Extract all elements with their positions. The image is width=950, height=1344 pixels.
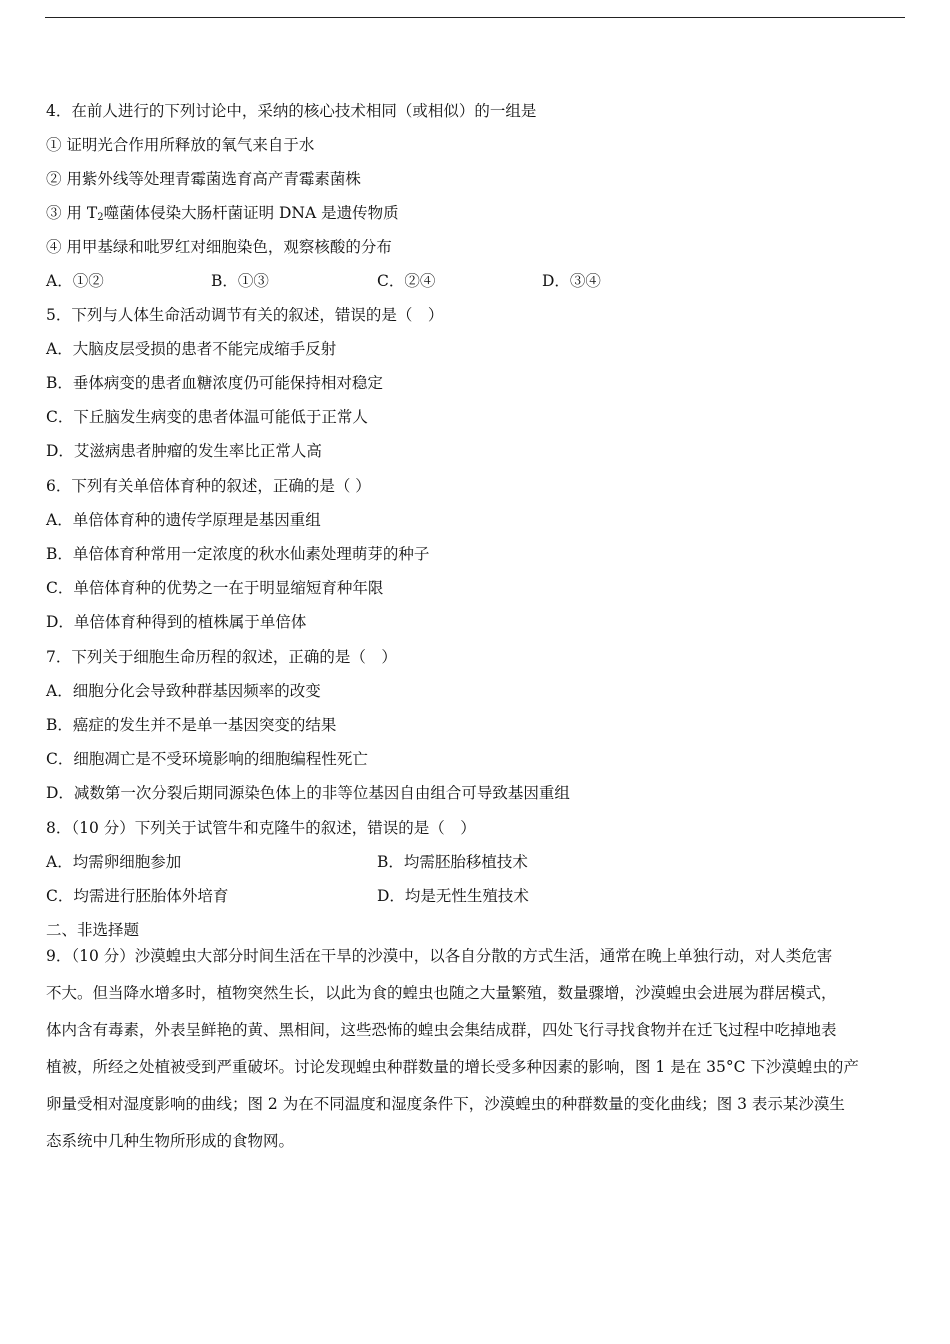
question-5-option-c: C．下丘脑发生病变的患者体温可能低于正常人 [46,408,368,426]
question-4-option-c: C．②④ [377,272,436,290]
question-9-line-3: 体内含有毒素，外表呈鲜艳的黄、黑相间，这些恐怖的蝗虫会集结成群，四处飞行寻找食物并在迁飞过程中吃掉地表 [46,1021,837,1039]
item3-pre: ③ 用 T [46,204,98,222]
item3-post: 噬菌体侵染大肠杆菌证明 DNA 是遗传物质 [103,204,399,222]
question-8-option-c: C．均需进行胚胎体外培育 [46,887,229,905]
question-5-option-b: B．垂体病变的患者血糖浓度仍可能保持相对稳定 [46,374,383,392]
question-4-item-1: ① 证明光合作用所释放的氧气来自于水 [46,136,315,154]
item3-subscript: 2 [97,212,104,223]
question-8-option-a: A．均需卵细胞参加 [46,853,182,871]
question-5-option-a: A．大脑皮层受损的患者不能完成缩手反射 [46,340,337,358]
question-4-item-2: ② 用紫外线等处理青霉菌选育高产青霉素菌株 [46,170,361,188]
question-4-option-a: A．①② [46,272,104,290]
question-7-option-b: B．癌症的发生并不是单一基因突变的结果 [46,716,337,734]
section-heading: 二、非选择题 [46,921,140,939]
question-7-option-d: D．减数第一次分裂后期同源染色体上的非等位基因自由组合可导致基因重组 [46,784,570,802]
question-7-option-a: A．细胞分化会导致种群基因频率的改变 [46,682,321,700]
question-8-option-d: D．均是无性生殖技术 [377,887,529,905]
question-9-line-4: 植被，所经之处植被受到严重破坏。讨论发现蝗虫种群数量的增长受多种因素的影响，图 1 是在 35°C 下沙漠蝗虫的产 [46,1058,859,1076]
question-9-line-6: 态系统中几种生物所形成的食物网。 [46,1132,295,1150]
question-6-option-c: C．单倍体育种的优势之一在于明显缩短育种年限 [46,579,384,597]
question-9-line-2: 不大。但当降水增多时，植物突然生长，以此为食的蝗虫也随之大量繁殖，数量骤增，沙漠蝗虫会进展为群居模式， [46,984,837,1002]
question-7-option-c: C．细胞凋亡是不受环境影响的细胞编程性死亡 [46,750,368,768]
question-9-line-5: 卵量受相对湿度影响的曲线；图 2 为在不同温度和湿度条件下，沙漠蝗虫的种群数量的变化曲线；图 3 表示某沙漠生 [46,1095,845,1113]
header-rule [45,17,905,18]
question-8-stem: 8．（10 分）下列关于试管牛和克隆牛的叙述，错误的是（ ） [46,819,476,837]
question-8-option-b: B．均需胚胎移植技术 [377,853,528,871]
question-5-option-d: D．艾滋病患者肿瘤的发生率比正常人高 [46,442,322,460]
question-7-stem: 7．下列关于细胞生命历程的叙述，正确的是（ ） [46,648,397,666]
question-6-option-b: B．单倍体育种常用一定浓度的秋水仙素处理萌芽的种子 [46,545,430,563]
question-5-stem: 5．下列与人体生命活动调节有关的叙述，错误的是（ ） [46,306,444,324]
question-6-option-d: D．单倍体育种得到的植株属于单倍体 [46,613,307,631]
question-4-item-3 [46,203,399,228]
question-4-stem: 4．在前人进行的下列讨论中，采纳的核心技术相同（或相似）的一组是 [46,102,537,120]
question-4-option-b: B．①③ [211,272,269,290]
question-4-item-4: ④ 用甲基绿和吡罗红对细胞染色，观察核酸的分布 [46,238,392,256]
question-6-option-a: A．单倍体育种的遗传学原理是基因重组 [46,511,321,529]
question-4-option-d: D．③④ [542,272,601,290]
question-6-stem: 6．下列有关单倍体育种的叙述，正确的是（ ） [46,477,371,495]
question-9-line-1: 9．（10 分）沙漠蝗虫大部分时间生活在干旱的沙漠中，以各自分散的方式生活，通常在晚上单独行动，对人类危害 [46,947,833,965]
